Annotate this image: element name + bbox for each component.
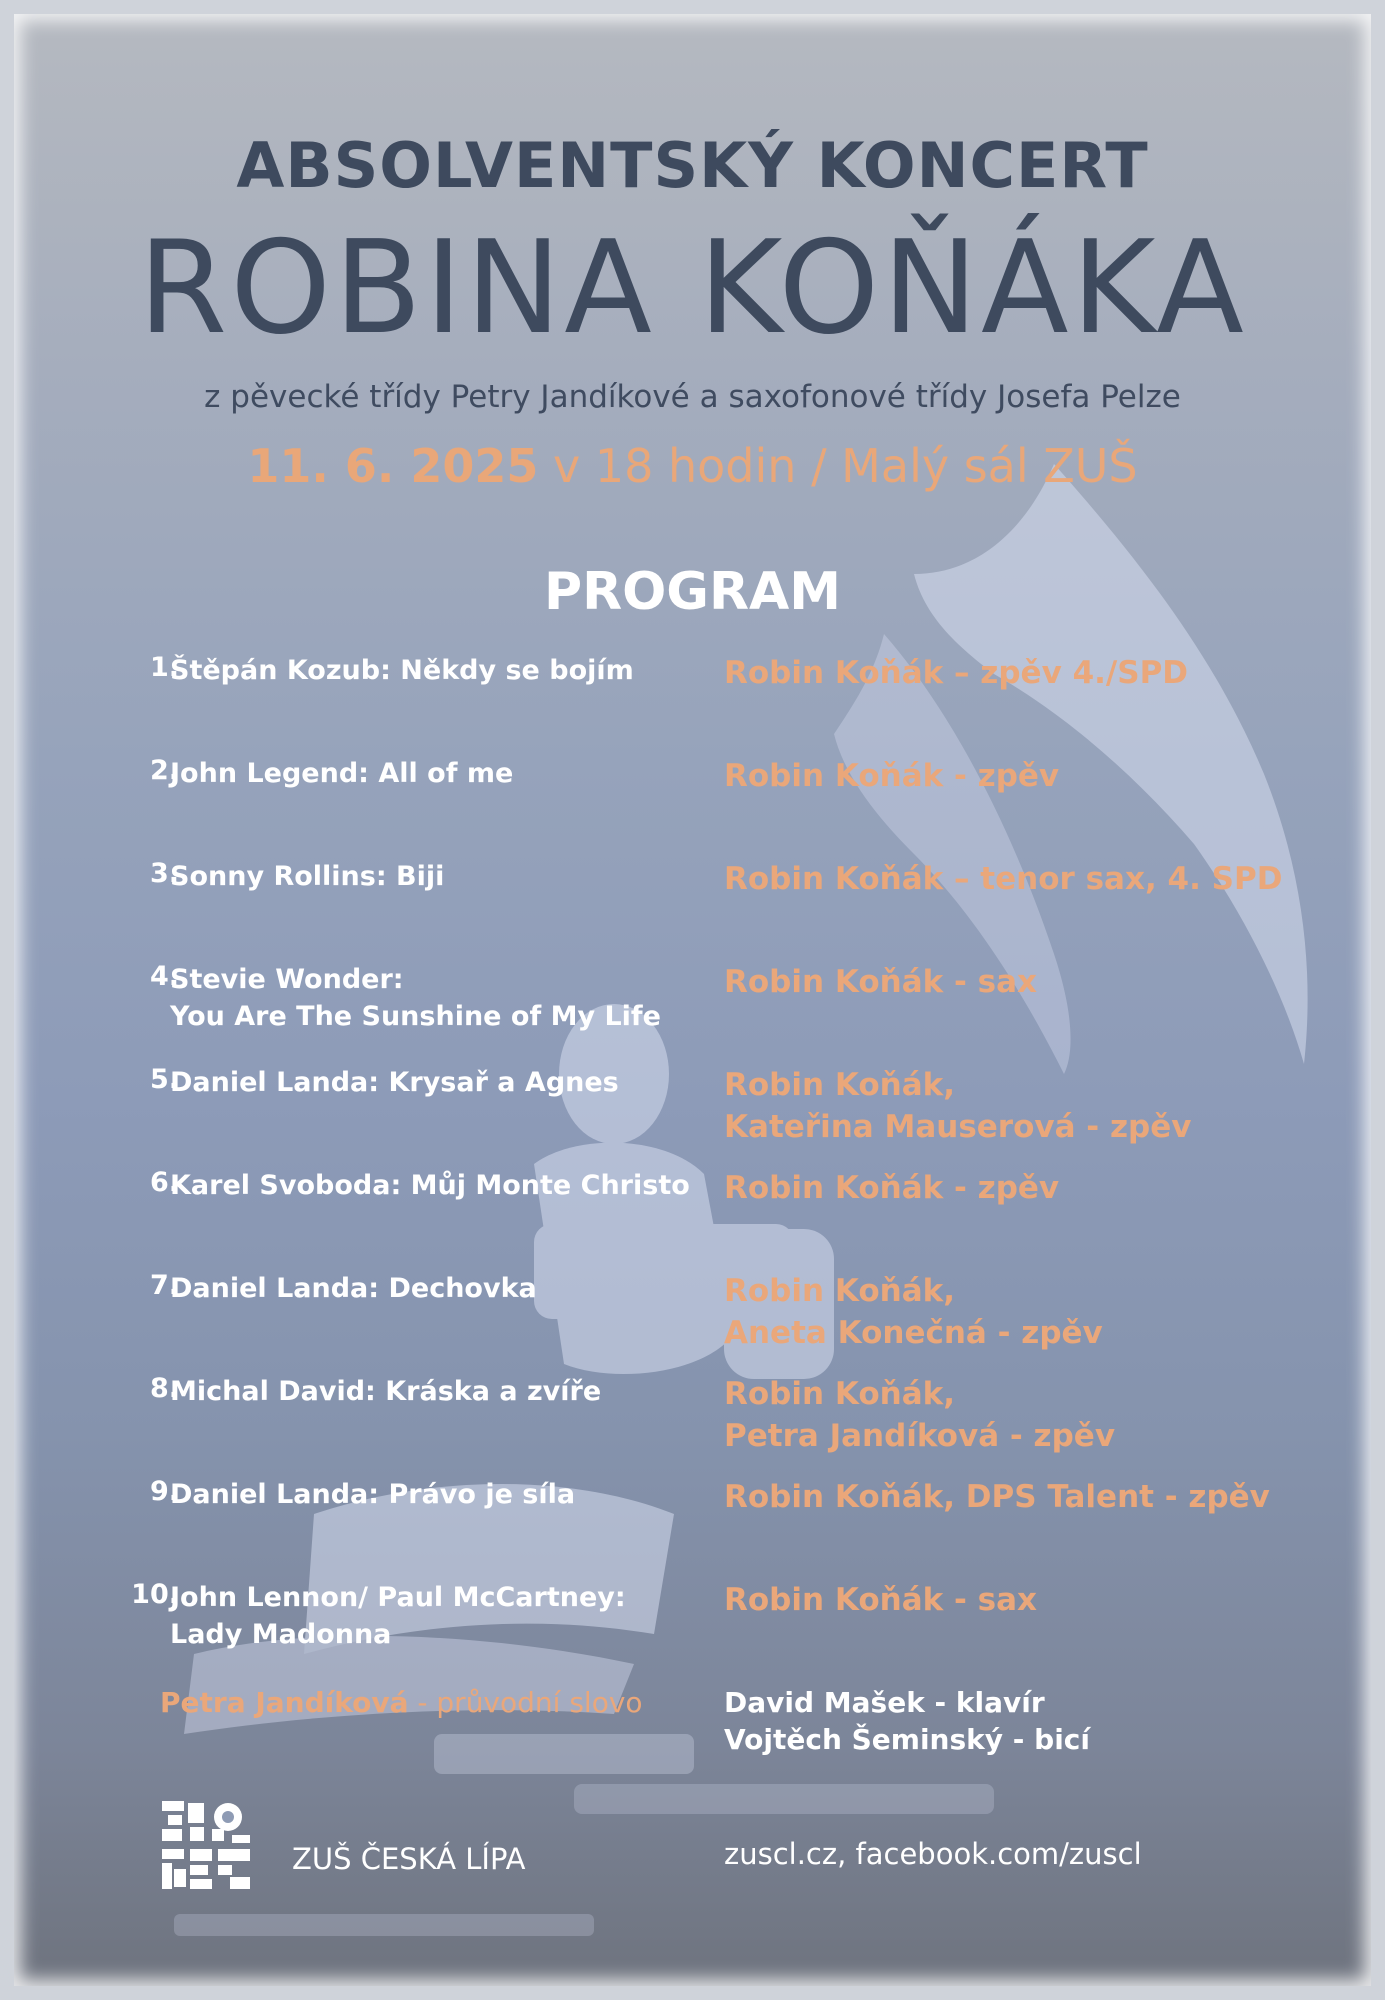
program-item-performer: Robin Koňák, Kateřina Mauserová - zpěv xyxy=(724,1067,1192,1145)
program-item-number: 4. xyxy=(149,961,179,992)
program-item-number: 7. xyxy=(149,1270,179,1301)
program-item-title: Karel Svoboda: Můj Monte Christo xyxy=(170,1170,690,1201)
concert-poster xyxy=(14,14,1371,1986)
concert-date: 11. 6. 2025 xyxy=(247,439,539,493)
program-item-title: Daniel Landa: Dechovka xyxy=(170,1273,537,1304)
date-time-place xyxy=(14,439,1371,493)
classes-subtitle: z pěvecké třídy Petry Jandíkové a saxofonové třídy Josefa Pelze xyxy=(204,379,1181,415)
program-item-number: 2. xyxy=(149,755,179,786)
program-item-performer: Robin Koňák – zpěv 4./SPD xyxy=(724,655,1189,691)
program-item-performer: Robin Koňák - zpěv xyxy=(724,1170,1060,1206)
accompanist-drums: Vojtěch Šeminský - bicí xyxy=(724,1723,1090,1756)
program-item-number: 10. xyxy=(131,1579,179,1610)
program-item-performer: Robin Koňák - sax xyxy=(724,964,1038,1000)
concert-type-heading: ABSOLVENTSKÝ KONCERT xyxy=(236,129,1149,202)
host-name: Petra Jandíková xyxy=(160,1686,409,1719)
host-credit xyxy=(160,1686,643,1719)
school-logo-icon xyxy=(160,1799,254,1893)
program-item-number: 3. xyxy=(149,858,179,889)
program-item-number: 5. xyxy=(149,1064,179,1095)
program-item-title: Michal David: Kráska a zvíře xyxy=(170,1376,602,1407)
accompanist-piano: David Mašek - klavír xyxy=(724,1686,1045,1719)
program-item-title: John Lennon/ Paul McCartney: Lady Madonna xyxy=(170,1582,626,1650)
accompanists xyxy=(724,1684,1090,1758)
program-item-title: Sonny Rollins: Biji xyxy=(170,861,445,892)
program-item-performer: Robin Koňák - sax xyxy=(724,1582,1038,1618)
program-item-number: 1. xyxy=(149,652,179,683)
program-item-title: Stevie Wonder: You Are The Sunshine of My Life xyxy=(170,964,661,1032)
performer-name-heading: ROBINA KOŇÁKA xyxy=(138,214,1247,363)
program-item-title: Daniel Landa: Krysař a Agnes xyxy=(170,1067,619,1098)
program-item-number: 9. xyxy=(149,1476,179,1507)
program-item-title: John Legend: All of me xyxy=(170,758,514,789)
program-item-number: 6. xyxy=(149,1167,179,1198)
program-heading: PROGRAM xyxy=(543,562,842,622)
program-item-performer: Robin Koňák, DPS Talent - zpěv xyxy=(724,1479,1270,1515)
program-item-performer: Robin Koňák, Petra Jandíková - zpěv xyxy=(724,1376,1116,1454)
host-role: - průvodní slovo xyxy=(408,1686,643,1719)
school-name: ZUŠ ČESKÁ LÍPA xyxy=(292,1842,526,1876)
program-item-performer: Robin Koňák – tenor sax, 4. SPD xyxy=(724,861,1283,897)
school-web-links: zuscl.cz, facebook.com/zuscl xyxy=(724,1837,1142,1871)
program-item-performer: Robin Koňák, Aneta Konečná - zpěv xyxy=(724,1273,1103,1351)
program-item-title: Daniel Landa: Právo je síla xyxy=(170,1479,576,1510)
program-item-number: 8. xyxy=(149,1373,179,1404)
program-item-performer: Robin Koňák - zpěv xyxy=(724,758,1060,794)
program-item-title: Štěpán Kozub: Někdy se bojím xyxy=(170,655,634,686)
concert-time-place: v 18 hodin / Malý sál ZUŠ xyxy=(538,439,1138,493)
